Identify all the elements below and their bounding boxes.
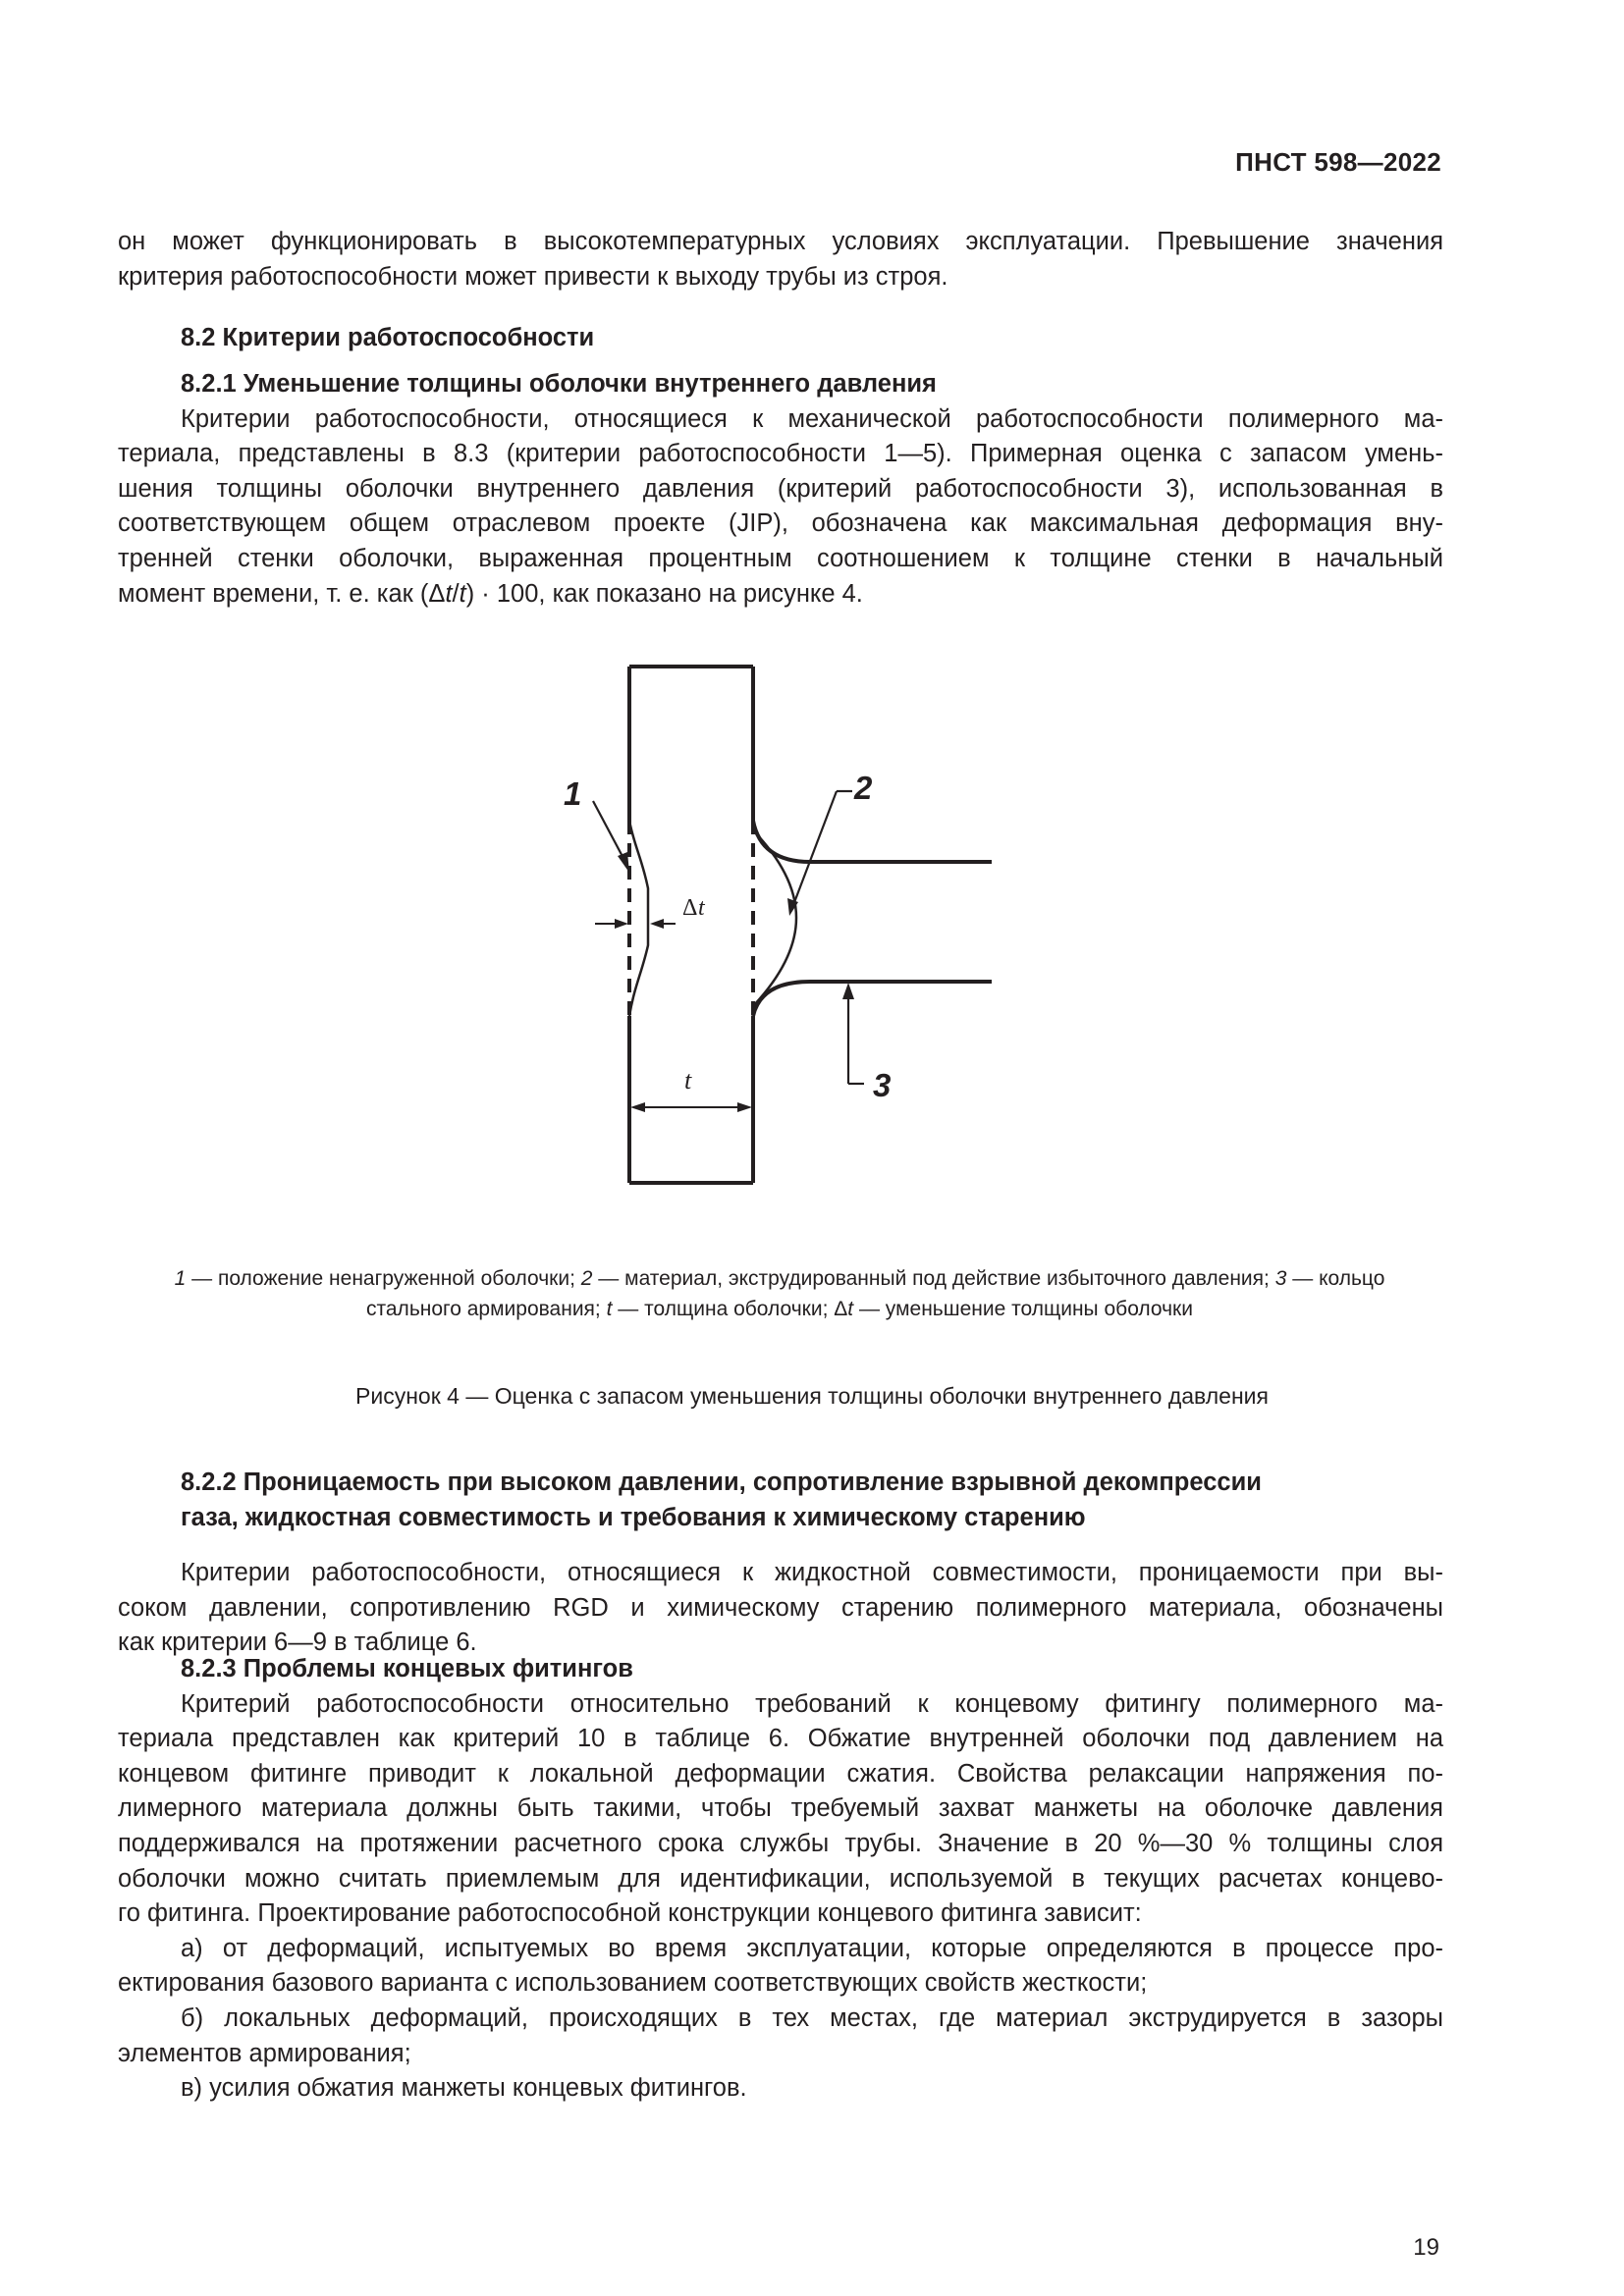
text-line: оболочки можно считать приемлемым для идентификации, используемой в текущих расчетах концево- xyxy=(118,1864,1443,1893)
figure-title: Рисунок 4 — Оценка с запасом уменьшения толщины оболочки внутреннего давления xyxy=(355,1383,1269,1409)
leader-3 xyxy=(848,988,864,1084)
legend-line: стального армирования; t — толщина оболочки; Δt — уменьшение толщины оболочки xyxy=(366,1298,1193,1320)
list-item-b: б) локальных деформаций, происходящих в тех местах, где материал экструдируется в зазоры xyxy=(181,2003,1443,2032)
delta-t-arrow-right xyxy=(650,919,664,929)
figure-label-t: t xyxy=(684,1066,692,1095)
text-line: лимерного материала должны быть такими, чтобы требуемый захват манжеты на оболочке давления xyxy=(118,1794,1443,1823)
figure-label-delta: Δ xyxy=(682,895,698,921)
legend-line: 1 — положение ненагруженной оболочки; 2 — материал, экструдированный под действие избыточного давления; 3 — кольцо xyxy=(174,1267,1385,1290)
figure-label-1: 1 xyxy=(564,775,582,812)
list-item-a: а) от деформаций, испытуемых во время эксплуатации, которые определяются в процессе про- xyxy=(181,1934,1443,1962)
figure-label-3: 3 xyxy=(873,1067,892,1103)
t-arrow-right xyxy=(737,1102,752,1112)
text-line: соответствующем общем отраслевом проекте (JIP), обозначена как максимальная деформация вну- xyxy=(118,509,1443,538)
leader-2 xyxy=(793,791,852,905)
text-line: Критерии работоспособности, относящиеся к жидкостной совместимости, проницаемости при вы- xyxy=(181,1559,1443,1587)
t-arrow-left xyxy=(630,1102,645,1112)
text-line: териала, представлены в 8.3 (критерии работоспособности 1—5). Примерная оценка с запасом умень- xyxy=(118,440,1443,468)
list-item-a-cont: ектирования базового варианта с использованием соответствующих свойств жесткости; xyxy=(118,1969,1148,1998)
arrow-3 xyxy=(842,983,854,999)
text-line: териала представлен как критерий 10 в таблице 6. Обжатие внутренней оболочки под давлением на xyxy=(118,1725,1443,1753)
delta-t-arrow-left xyxy=(615,919,628,929)
text-line: тренней стенки оболочки, выраженная процентным соотношением к толщине стенки в начальный xyxy=(118,544,1443,572)
text-line: Критерии работоспособности, относящиеся к механической работоспособности полимерного ма- xyxy=(181,404,1443,433)
figure-legend xyxy=(110,1263,1449,1324)
document-code: ПНСТ 598—2022 xyxy=(1235,147,1441,177)
text-line: соком давлении, сопротивлению RGD и химическому старению полимерного материала, обозначены xyxy=(118,1593,1443,1622)
deformed-inner-wall xyxy=(629,821,648,1016)
text-line: шения толщины оболочки внутреннего давления (критерий работоспособности 3), использованная в xyxy=(118,474,1443,503)
text-line: поддерживался на протяжении расчетного срока службы трубы. Значение в 20 %—30 % толщины слоя xyxy=(118,1829,1443,1857)
section-heading-cont: газа, жидкостная совместимость и требования к химическому старению xyxy=(181,1503,1086,1531)
figure-label-2: 2 xyxy=(854,770,873,806)
list-item-c: в) усилия обжатия манжеты концевых фитингов. xyxy=(181,2074,747,2103)
section-heading: 8.2.2 Проницаемость при высоком давлении, сопротивление взрывной декомпрессии xyxy=(181,1468,1262,1496)
text-line: концевом фитинге приводит к локальной деформации сжатия. Свойства релаксации напряжения по- xyxy=(118,1759,1443,1788)
list-item-b-cont: элементов армирования; xyxy=(118,2039,411,2067)
page-number: 19 xyxy=(1413,2234,1439,2261)
text-line: момент времени, т. е. как (Δt/t) · 100, как показано на рисунке 4. xyxy=(118,579,863,608)
figure-label-delta-t: t xyxy=(698,895,705,921)
section-8-2-3 xyxy=(118,1652,1443,2107)
section-heading: 8.2.1 Уменьшение толщины оболочки внутреннего давления xyxy=(181,370,937,398)
section-8-2-2 xyxy=(118,1466,1443,1661)
section-heading: 8.2.3 Проблемы концевых фитингов xyxy=(181,1655,633,1682)
text-line: Критерий работоспособности относительно требований к концевому фитингу полимерного ма- xyxy=(181,1689,1443,1718)
text-line: как критерии 6—9 в таблице 6. xyxy=(118,1629,477,1657)
text-line: критерия работоспособности может привести к выходу трубы из строя. xyxy=(118,262,948,291)
extruded-material-curve xyxy=(753,830,796,1006)
arrow-1 xyxy=(618,852,629,873)
leader-1 xyxy=(593,801,626,864)
text-line: го фитинга. Проектирование работоспособной конструкции концевого фитинга зависит: xyxy=(118,1899,1142,1928)
text-line: он может функционировать в высокотемпературных условиях эксплуатации. Превышение значения xyxy=(118,228,1443,255)
steel-ring-outline xyxy=(753,821,992,1016)
section-heading: 8.2 Критерии работоспособности xyxy=(181,324,595,351)
